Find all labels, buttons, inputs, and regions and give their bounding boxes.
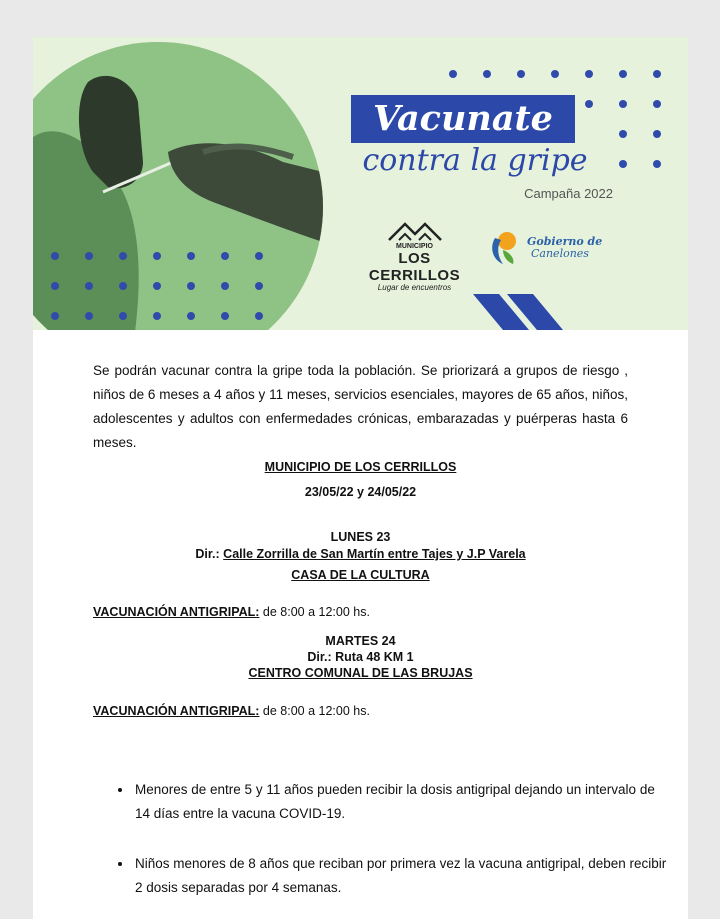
day1-address-line	[33, 547, 688, 561]
decor-dot	[51, 252, 59, 260]
decor-dot	[153, 252, 161, 260]
decor-dot	[85, 312, 93, 320]
decor-dot	[51, 312, 59, 320]
decor-dot	[221, 282, 229, 290]
banner-subtitle: contra la gripe	[362, 143, 588, 178]
day2-vaccination	[93, 704, 370, 718]
day1-dir-label: Dir.:	[195, 547, 220, 561]
decor-dot	[187, 252, 195, 260]
day2-address: Dir.: Ruta 48 KM 1	[307, 650, 414, 664]
decor-dot	[619, 70, 627, 78]
section-heading: MUNICIPIO DE LOS CERRILLOS	[264, 460, 457, 474]
banner-title: Vacunate	[373, 98, 553, 139]
municipality-tagline: Lugar de encuentros	[377, 283, 452, 292]
decor-dot	[517, 70, 525, 78]
decor-dot	[85, 282, 93, 290]
canelones-line1: Gobierno de	[527, 235, 603, 248]
decor-dot	[119, 252, 127, 260]
decor-dot	[653, 130, 661, 138]
dates: 23/05/22 y 24/05/22	[304, 485, 417, 499]
decor-dot	[255, 312, 263, 320]
day1-vaccination	[93, 605, 370, 619]
campaign-year: Campaña 2022	[524, 186, 613, 201]
decor-stripes	[473, 294, 583, 330]
decor-dot	[85, 252, 93, 260]
flyer-page	[33, 37, 688, 919]
decor-dot	[221, 312, 229, 320]
decor-dot	[255, 282, 263, 290]
decor-dot	[187, 282, 195, 290]
day1-title: LUNES 23	[330, 530, 391, 544]
decor-dot	[119, 282, 127, 290]
decor-dot	[187, 312, 195, 320]
day1-hours: de 8:00 a 12:00 hs.	[262, 605, 370, 619]
decor-dot	[653, 100, 661, 108]
decor-dot	[483, 70, 491, 78]
decor-dot	[153, 282, 161, 290]
decor-dot	[255, 252, 263, 260]
vaccination-photo	[33, 42, 323, 330]
canelones-line2: Canelones	[531, 247, 589, 260]
decor-dot	[449, 70, 457, 78]
decor-dot	[653, 70, 661, 78]
decor-dot	[619, 100, 627, 108]
decor-dot	[551, 70, 559, 78]
day1-address: Calle Zorrilla de San Martín entre Tajes y J.P Varela	[223, 547, 526, 561]
day1-vac-label: VACUNACIÓN ANTIGRIPAL:	[93, 605, 260, 619]
decor-dot	[619, 160, 627, 168]
decor-dot	[653, 160, 661, 168]
decor-dot	[221, 252, 229, 260]
decor-dot	[585, 100, 593, 108]
municipality-logo	[357, 220, 472, 292]
canelones-logo-icon	[487, 230, 523, 266]
campaign-banner	[33, 37, 688, 330]
notes-list	[93, 778, 673, 826]
decor-dot	[619, 130, 627, 138]
day2-title: MARTES 24	[325, 634, 396, 648]
list-item: • Niños menores de 8 años que reciban por primera vez la vacuna antigripal, deben recibir 2 dosis separadas por 4 semanas.	[133, 852, 673, 900]
intro-paragraph: Se podrán vacunar contra la gripe toda la población. Se priorizará a grupos de riesgo , niños de 6 meses a 4 años y 11 meses, servicios esenciales, mayores de 65 años, niños, adolescentes y adultos con enfermedades crónicas, embarazadas y puérperas hasta 6 meses.	[93, 363, 628, 450]
municipality-name: LOS CERRILLOS	[368, 250, 461, 284]
mountains-icon	[385, 220, 445, 242]
day2-vac-label: VACUNACIÓN ANTIGRIPAL:	[93, 704, 260, 718]
list-item: • Menores de entre 5 y 11 años pueden recibir la dosis antigripal dejando un intervalo de 14 días entre la vacuna COVID-19.	[133, 778, 673, 826]
municipality-small: MUNICIPIO	[396, 243, 433, 250]
day2-hours: de 8:00 a 12:00 hs.	[262, 704, 370, 718]
notes-list-2	[93, 852, 673, 900]
day1-place: CASA DE LA CULTURA	[291, 568, 430, 582]
day2-place: CENTRO COMUNAL DE LAS BRUJAS	[248, 666, 473, 680]
decor-dot	[119, 312, 127, 320]
decor-dot	[153, 312, 161, 320]
decor-dot	[51, 282, 59, 290]
decor-dot	[585, 70, 593, 78]
canelones-logo-text	[527, 236, 602, 260]
